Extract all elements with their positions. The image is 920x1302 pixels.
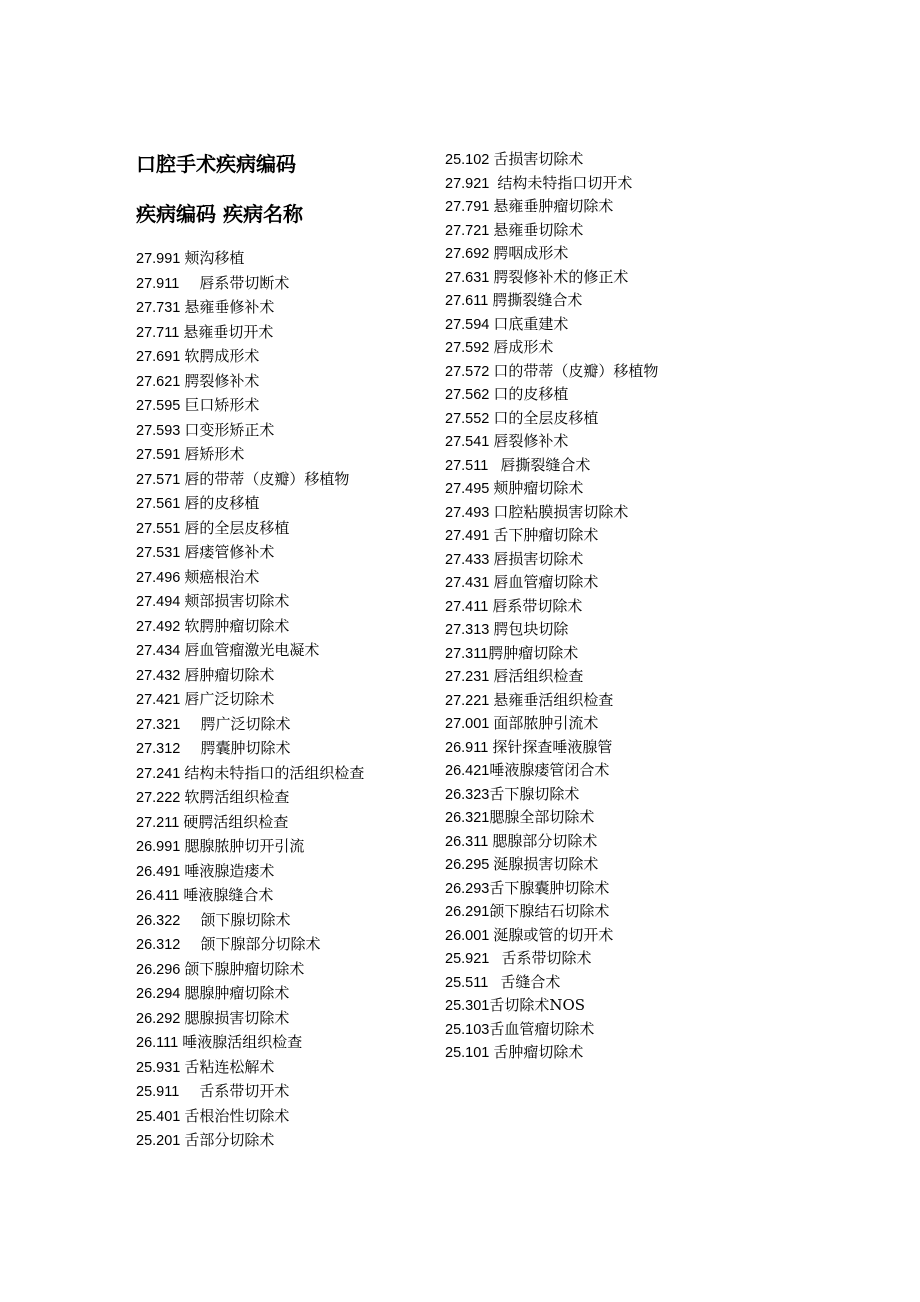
- code-entry: [136, 295, 436, 320]
- disease-name: 硬腭活组织检查: [183, 812, 289, 831]
- code-entry: [136, 565, 436, 590]
- code-entry: [136, 491, 436, 516]
- code-entry: [445, 830, 765, 854]
- disease-name: 巨口矫形术: [184, 396, 260, 414]
- disease-name: 腮腺全部切除术: [489, 808, 595, 826]
- disease-name: 结构未特指口切开术: [497, 173, 633, 192]
- code-entry: [445, 289, 765, 313]
- code-entry: [136, 369, 436, 394]
- disease-code: 27.434: [136, 643, 185, 659]
- disease-name: 涎腺损害切除术: [493, 855, 599, 873]
- code-entry: [445, 595, 765, 619]
- code-entry: [445, 501, 765, 525]
- disease-code: 27.595: [136, 398, 185, 414]
- code-entry: [136, 883, 436, 908]
- disease-name: 舌下腺囊肿切除术: [489, 878, 610, 897]
- code-entry: [445, 736, 765, 760]
- code-entry: [445, 665, 765, 689]
- code-entry: [136, 516, 436, 541]
- disease-code: 27.991: [136, 251, 185, 267]
- disease-code: 27.911: [136, 275, 200, 292]
- code-entry: [445, 994, 765, 1018]
- disease-code: 27.592: [445, 340, 494, 356]
- disease-code: 26.421: [445, 763, 490, 779]
- disease-code: 27.492: [136, 618, 185, 635]
- disease-name: 舌根治性切除术: [184, 1106, 290, 1125]
- disease-name: 唇肿瘤切除术: [184, 665, 275, 684]
- code-entry: [136, 589, 436, 614]
- disease-name: 唾液腺活组织检查: [182, 1033, 303, 1051]
- code-entry: [445, 242, 765, 266]
- disease-code: 26.292: [136, 1010, 185, 1027]
- disease-name: 腭包块切除: [493, 620, 569, 638]
- disease-name: 舌系带切除术: [501, 949, 592, 967]
- disease-code: 27.561: [136, 496, 185, 512]
- disease-name: 颊肿瘤切除术: [493, 479, 584, 497]
- code-entry: [136, 614, 436, 639]
- disease-name: 结构未特指口的活组织检查: [184, 763, 365, 782]
- code-entry: [445, 172, 765, 196]
- disease-name: 唇血管瘤激光电凝术: [184, 641, 320, 659]
- disease-code: 27.222: [136, 790, 185, 806]
- disease-name: 腭裂修补术的修正术: [493, 267, 629, 286]
- disease-code: 26.323: [445, 786, 490, 803]
- disease-name: 唇矫形术: [184, 445, 245, 463]
- disease-name: 舌缝合术: [500, 972, 561, 991]
- disease-name: 腮腺脓肿切开引流: [184, 837, 305, 855]
- code-entry: [136, 663, 436, 688]
- code-entry: [136, 1030, 436, 1055]
- disease-name: 舌损害切除术: [493, 150, 584, 168]
- disease-code: 27.313: [445, 622, 494, 638]
- code-entry: [445, 571, 765, 595]
- code-entry: [136, 271, 436, 296]
- disease-code: 26.911: [445, 739, 493, 756]
- code-entry: [445, 219, 765, 243]
- disease-name: 唇裂修补术: [493, 432, 569, 450]
- code-entry: [136, 859, 436, 884]
- code-entry: [445, 360, 765, 384]
- code-entry: [445, 1041, 765, 1065]
- disease-code: 26.411: [136, 888, 184, 904]
- code-entry: [136, 687, 436, 712]
- disease-code: 25.931: [136, 1059, 185, 1076]
- disease-name: 舌粘连松解术: [184, 1057, 275, 1076]
- disease-code: 26.296: [136, 961, 185, 978]
- disease-code: 27.731: [136, 300, 185, 316]
- disease-code: 27.511: [445, 457, 501, 474]
- code-entry: [445, 971, 765, 995]
- disease-name: 唇广泛切除术: [184, 690, 275, 708]
- code-entry: [136, 981, 436, 1006]
- disease-name: 颊癌根治术: [184, 567, 260, 586]
- disease-name: 口的带蒂（皮瓣）移植物: [493, 361, 659, 380]
- code-entry: [445, 336, 765, 360]
- disease-code: 26.311: [445, 833, 493, 850]
- disease-code: 26.322: [136, 912, 201, 929]
- disease-name: 腮腺肿瘤切除术: [184, 984, 290, 1002]
- disease-name: 口的皮移植: [493, 385, 569, 403]
- disease-code: 27.241: [136, 765, 185, 782]
- code-entry: [136, 736, 436, 761]
- disease-code: 25.101: [445, 1045, 494, 1061]
- code-entry: [136, 1006, 436, 1031]
- disease-name: 软腭成形术: [184, 347, 260, 365]
- disease-code: 27.621: [136, 373, 185, 390]
- disease-code: 25.102: [445, 152, 494, 168]
- disease-code: 27.321: [136, 716, 201, 733]
- disease-name: 唇瘘管修补术: [184, 543, 275, 561]
- code-entry: [445, 689, 765, 713]
- disease-code: 27.221: [445, 692, 494, 709]
- disease-code: 27.711: [136, 324, 184, 341]
- disease-code: 27.312: [136, 741, 201, 757]
- disease-name: 舌下腺切除术: [489, 784, 580, 803]
- disease-name: 唇系带切除术: [492, 596, 583, 615]
- disease-name: 唾液腺缝合术: [183, 886, 274, 904]
- disease-code: 25.401: [136, 1108, 185, 1125]
- disease-code: 27.211: [136, 814, 184, 831]
- disease-code: 27.631: [445, 269, 494, 286]
- code-entry: [445, 477, 765, 501]
- disease-code: 27.572: [445, 363, 494, 380]
- code-entry: [136, 638, 436, 663]
- disease-code: 26.321: [445, 810, 490, 826]
- disease-code: 27.562: [445, 387, 494, 403]
- column-headings: 疾病编码 疾病名称: [136, 202, 303, 226]
- code-entry: [445, 877, 765, 901]
- disease-name: 唾液腺瘘管闭合术: [489, 761, 610, 779]
- code-entry: [136, 442, 436, 467]
- disease-name: 悬雍垂肿瘤切除术: [493, 197, 614, 215]
- disease-name: 悬雍垂切除术: [493, 220, 584, 239]
- disease-name: 悬雍垂活组织检查: [493, 690, 614, 709]
- disease-code: 26.001: [445, 927, 494, 944]
- disease-name: 唇的带蒂（皮瓣）移植物: [184, 469, 350, 488]
- code-entry: [445, 407, 765, 431]
- disease-code: 27.541: [445, 434, 494, 450]
- disease-code: 27.921: [445, 175, 498, 192]
- code-entry: [136, 1055, 436, 1080]
- disease-code: 27.593: [136, 422, 185, 439]
- code-entry: [445, 454, 765, 478]
- code-entry: [445, 712, 765, 736]
- disease-code: 25.921: [445, 951, 502, 967]
- code-entry: [445, 430, 765, 454]
- disease-code: 27.421: [136, 692, 185, 708]
- code-entry: [445, 853, 765, 877]
- code-entry: [136, 908, 436, 933]
- disease-name: 舌切除术NOS: [489, 996, 586, 1014]
- disease-code: 27.491: [445, 528, 494, 544]
- code-entry: [136, 810, 436, 835]
- disease-name: 颌下腺切除术: [200, 910, 291, 929]
- disease-code: 26.295: [445, 857, 494, 873]
- disease-code: 27.411: [445, 598, 493, 615]
- code-entry: [136, 761, 436, 786]
- disease-code: 25.103: [445, 1021, 490, 1038]
- disease-name: 悬雍垂切开术: [183, 322, 274, 341]
- disease-code: 27.571: [136, 471, 185, 488]
- disease-code: 27.594: [445, 316, 494, 333]
- disease-code: 27.433: [445, 551, 494, 568]
- disease-code: 26.991: [136, 839, 185, 855]
- disease-name: 颊沟移植: [184, 249, 245, 267]
- disease-name: 唇血管瘤切除术: [493, 573, 599, 591]
- disease-name: 口腔粘膜损害切除术: [493, 502, 629, 521]
- code-entry: [136, 1128, 436, 1153]
- disease-name: 涎腺或管的切开术: [493, 925, 614, 944]
- disease-name: 口底重建术: [493, 314, 569, 333]
- disease-code: 27.493: [445, 504, 494, 521]
- code-entry: [136, 834, 436, 859]
- code-entry: [445, 148, 765, 172]
- disease-name: 腭裂修补术: [184, 371, 260, 390]
- disease-name: 舌部分切除术: [184, 1131, 275, 1149]
- disease-name: 面部脓肿引流术: [493, 714, 599, 732]
- disease-name: 颌下腺部分切除术: [200, 935, 321, 953]
- code-entry: [136, 712, 436, 737]
- code-entry: [445, 924, 765, 948]
- disease-name: 探针探查唾液腺管: [492, 737, 613, 756]
- code-entry: [445, 900, 765, 924]
- disease-code: 27.496: [136, 569, 185, 586]
- code-entry: [445, 266, 765, 290]
- disease-name: 腭囊肿切除术: [200, 739, 291, 757]
- code-entry: [445, 1018, 765, 1042]
- disease-code: 27.495: [445, 481, 494, 497]
- code-entry: [136, 957, 436, 982]
- disease-code: 27.552: [445, 410, 494, 427]
- disease-name: 腭广泛切除术: [200, 714, 291, 733]
- disease-code: 25.201: [136, 1133, 185, 1149]
- disease-name: 唇活组织检查: [493, 667, 584, 685]
- code-entry: [445, 806, 765, 830]
- disease-name: 唇损害切除术: [493, 549, 584, 568]
- disease-code: 25.911: [136, 1084, 200, 1100]
- disease-name: 唇撕裂缝合术: [500, 455, 591, 474]
- code-entry: [136, 1079, 436, 1104]
- disease-name: 唇成形术: [493, 338, 554, 356]
- disease-code: 26.312: [136, 937, 201, 953]
- disease-name: 腭肿瘤切除术: [488, 643, 579, 662]
- code-entry: [136, 932, 436, 957]
- disease-name: 腭咽成形术: [493, 244, 569, 262]
- left-code-list: [136, 246, 436, 1153]
- disease-name: 悬雍垂修补术: [184, 298, 275, 316]
- disease-code: 26.294: [136, 986, 185, 1002]
- disease-code: 27.432: [136, 667, 185, 684]
- disease-code: 27.001: [445, 716, 494, 732]
- disease-code: 26.291: [445, 904, 490, 920]
- disease-name: 腭撕裂缝合术: [492, 291, 583, 309]
- disease-name: 颌下腺结石切除术: [489, 902, 610, 920]
- disease-code: 26.491: [136, 863, 185, 880]
- disease-code: 27.591: [136, 447, 185, 463]
- code-entry: [445, 947, 765, 971]
- disease-name: 软腭活组织检查: [184, 788, 290, 806]
- disease-code: 25.301: [445, 998, 490, 1014]
- disease-code: 27.692: [445, 246, 494, 262]
- disease-name: 唾液腺造瘘术: [184, 861, 275, 880]
- code-entry: [136, 320, 436, 345]
- disease-code: 26.293: [445, 880, 490, 897]
- disease-name: 口变形矫正术: [184, 420, 275, 439]
- disease-name: 腮腺损害切除术: [184, 1008, 290, 1027]
- code-entry: [445, 759, 765, 783]
- code-entry: [136, 785, 436, 810]
- disease-code: 27.791: [445, 199, 494, 215]
- code-entry: [445, 548, 765, 572]
- disease-name: 颌下腺肿瘤切除术: [184, 959, 305, 978]
- disease-name: 唇的全层皮移植: [184, 518, 290, 537]
- code-entry: [445, 618, 765, 642]
- disease-name: 软腭肿瘤切除术: [184, 616, 290, 635]
- disease-code: 27.494: [136, 594, 185, 610]
- disease-code: 27.551: [136, 520, 185, 537]
- disease-code: 27.611: [445, 293, 493, 309]
- right-code-list: [445, 148, 765, 1065]
- disease-name: 唇系带切断术: [199, 273, 290, 292]
- code-entry: [136, 418, 436, 443]
- disease-name: 唇的皮移植: [184, 494, 260, 512]
- document-title: 口腔手术疾病编码: [136, 152, 296, 176]
- disease-code: 27.691: [136, 349, 185, 365]
- code-entry: [445, 195, 765, 219]
- disease-name: 舌下肿瘤切除术: [493, 526, 599, 544]
- code-entry: [136, 393, 436, 418]
- disease-name: 腮腺部分切除术: [492, 831, 598, 850]
- disease-name: 舌系带切开术: [199, 1082, 290, 1100]
- disease-code: 25.511: [445, 974, 501, 991]
- code-entry: [136, 467, 436, 492]
- code-entry: [136, 344, 436, 369]
- code-entry: [445, 313, 765, 337]
- disease-name: 颊部损害切除术: [184, 592, 290, 610]
- disease-code: 27.721: [445, 222, 494, 239]
- disease-name: 舌血管瘤切除术: [489, 1019, 595, 1038]
- disease-code: 26.111: [136, 1035, 183, 1051]
- code-entry: [136, 540, 436, 565]
- disease-code: 27.531: [136, 545, 185, 561]
- code-entry: [445, 383, 765, 407]
- code-entry: [445, 783, 765, 807]
- disease-name: 舌肿瘤切除术: [493, 1043, 584, 1061]
- code-entry: [445, 524, 765, 548]
- disease-code: 27.231: [445, 669, 494, 685]
- disease-name: 口的全层皮移植: [493, 408, 599, 427]
- disease-code: 27.311: [445, 645, 489, 662]
- disease-code: 27.431: [445, 575, 494, 591]
- code-entry: [136, 246, 436, 271]
- code-entry: [445, 642, 765, 666]
- code-entry: [136, 1104, 436, 1129]
